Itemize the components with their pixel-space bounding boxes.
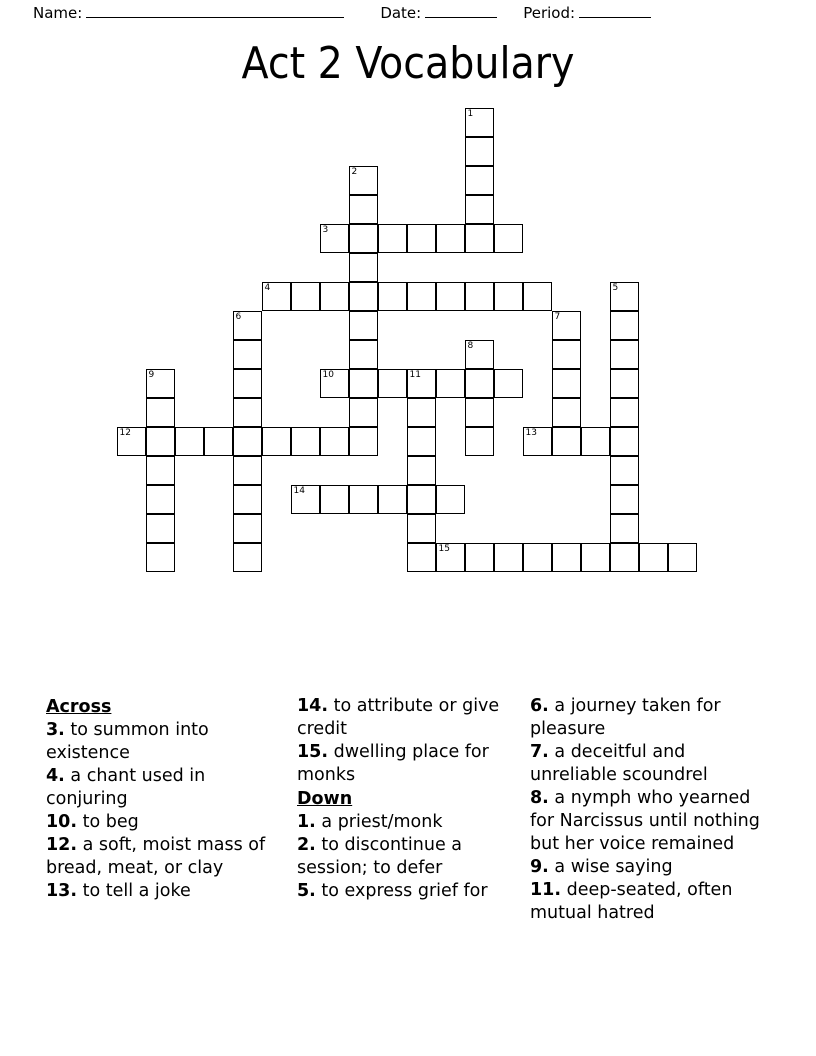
crossword-cell[interactable] [349, 166, 378, 195]
crossword-cell[interactable] [465, 543, 494, 572]
crossword-cell[interactable] [378, 224, 407, 253]
clue-text: a wise saying [554, 857, 673, 877]
crossword-cell[interactable] [494, 369, 523, 398]
crossword-cell[interactable] [552, 543, 581, 572]
cell-number: 6 [235, 312, 242, 322]
clue-text: to discontinue a session; to defer [297, 835, 463, 878]
cell-number: 9 [148, 370, 155, 380]
crossword-cell[interactable] [465, 224, 494, 253]
crossword-cell[interactable] [610, 543, 639, 572]
crossword-cell[interactable] [233, 543, 262, 572]
crossword-cell[interactable] [610, 311, 639, 340]
clue-number: 11. [530, 880, 562, 900]
clue-text: a priest/monk [321, 812, 443, 832]
crossword-cell[interactable] [668, 543, 697, 572]
crossword-cell[interactable] [465, 166, 494, 195]
crossword-cell[interactable] [610, 456, 639, 485]
crossword-cell[interactable] [436, 485, 465, 514]
crossword-cell[interactable] [465, 137, 494, 166]
clue-number: 6. [530, 696, 549, 716]
crossword-cell[interactable] [610, 427, 639, 456]
clue-number: 12. [46, 835, 78, 855]
crossword-cell[interactable] [436, 282, 465, 311]
clue-lists [0, 695, 816, 925]
clue-text: a soft, moist mass of bread, meat, or clay [46, 835, 266, 878]
crossword-cell[interactable] [233, 398, 262, 427]
crossword-cell[interactable] [407, 224, 436, 253]
crossword-cell[interactable] [407, 543, 436, 572]
date-label: Date: [380, 4, 422, 22]
crossword-cell[interactable] [523, 427, 552, 456]
crossword-cell[interactable] [610, 398, 639, 427]
crossword-cell[interactable] [146, 427, 175, 456]
crossword-cell[interactable] [407, 427, 436, 456]
crossword-cell[interactable] [204, 427, 233, 456]
crossword-cell[interactable] [291, 485, 320, 514]
clue-down-9[interactable] [530, 856, 760, 879]
crossword-cell[interactable] [349, 195, 378, 224]
clue-number: 1. [297, 812, 316, 832]
clue-number: 13. [46, 881, 78, 901]
clue-text: deep-seated, often mutual hatred [530, 880, 733, 923]
crossword-cell[interactable] [465, 340, 494, 369]
crossword-cell[interactable] [233, 311, 262, 340]
crossword-cell[interactable] [610, 282, 639, 311]
clue-number: 7. [530, 742, 549, 762]
crossword-cell[interactable] [552, 340, 581, 369]
clue-number: 4. [46, 766, 65, 786]
clue-text: to summon into existence [46, 720, 209, 763]
crossword-cell[interactable] [146, 514, 175, 543]
clue-down-11[interactable] [530, 879, 760, 925]
clue-down-7[interactable] [530, 741, 760, 787]
clue-number: 2. [297, 835, 316, 855]
crossword-cell[interactable] [349, 485, 378, 514]
crossword-cell[interactable] [233, 340, 262, 369]
crossword-cell[interactable] [436, 369, 465, 398]
crossword-cell[interactable] [465, 282, 494, 311]
crossword-cell[interactable] [407, 514, 436, 543]
cell-number: 3 [322, 225, 329, 235]
crossword-cell[interactable] [465, 369, 494, 398]
clue-across-4[interactable] [46, 765, 271, 811]
crossword-cell[interactable] [378, 369, 407, 398]
clue-number: 3. [46, 720, 65, 740]
crossword-cell[interactable] [146, 398, 175, 427]
cell-number: 10 [322, 370, 334, 380]
crossword-cell[interactable] [523, 282, 552, 311]
cell-number: 5 [612, 283, 619, 293]
crossword-cell[interactable] [349, 340, 378, 369]
crossword-cell[interactable] [320, 224, 349, 253]
clue-down-8[interactable] [530, 787, 760, 856]
clue-text: a journey taken for pleasure [530, 696, 721, 739]
cell-number: 4 [264, 283, 271, 293]
crossword-cell[interactable] [349, 398, 378, 427]
crossword-cell[interactable] [581, 543, 610, 572]
crossword-cell[interactable] [233, 427, 262, 456]
crossword-cell[interactable] [465, 108, 494, 137]
crossword-cell[interactable] [378, 485, 407, 514]
crossword-cell[interactable] [349, 253, 378, 282]
clue-down-2[interactable] [297, 834, 512, 880]
crossword-cell[interactable] [117, 427, 146, 456]
crossword-cell[interactable] [320, 485, 349, 514]
crossword-cell[interactable] [233, 456, 262, 485]
crossword-cell[interactable] [523, 543, 552, 572]
clue-across-15[interactable] [297, 741, 512, 787]
clue-down-6[interactable] [530, 695, 760, 741]
crossword-cell[interactable] [465, 398, 494, 427]
clue-across-3[interactable] [46, 719, 271, 765]
clue-number: 8. [530, 788, 549, 808]
crossword-cell[interactable] [407, 398, 436, 427]
clue-number: 9. [530, 857, 549, 877]
crossword-cell[interactable] [233, 514, 262, 543]
clue-text: dwelling place for monks [297, 742, 489, 785]
period-label: Period: [523, 4, 576, 22]
crossword-cell[interactable] [610, 369, 639, 398]
cell-number: 12 [119, 428, 131, 438]
clue-text: a chant used in conjuring [46, 766, 206, 809]
clue-across-14[interactable] [297, 695, 512, 741]
crossword-cell[interactable] [262, 427, 291, 456]
crossword-cell[interactable] [320, 282, 349, 311]
clue-number: 14. [297, 696, 329, 716]
crossword-cell[interactable] [494, 224, 523, 253]
clue-down-1[interactable] [297, 811, 512, 834]
crossword-cell[interactable] [552, 311, 581, 340]
crossword-cell[interactable] [349, 427, 378, 456]
crossword-cell[interactable] [378, 282, 407, 311]
clue-column-2 [297, 695, 512, 903]
crossword-cell[interactable] [320, 427, 349, 456]
crossword-cell[interactable] [494, 543, 523, 572]
crossword-cell[interactable] [291, 427, 320, 456]
clue-number: 15. [297, 742, 329, 762]
clue-text: to beg [82, 812, 139, 832]
crossword-cell[interactable] [349, 311, 378, 340]
crossword-cell[interactable] [407, 456, 436, 485]
crossword-cell[interactable] [639, 543, 668, 572]
clue-text: a nymph who yearned for Narcissus until nothing but her voice remained [530, 788, 760, 854]
crossword-cell[interactable] [146, 369, 175, 398]
crossword-cell[interactable] [175, 427, 204, 456]
crossword-cell[interactable] [407, 282, 436, 311]
crossword-cell[interactable] [552, 369, 581, 398]
across-heading: Across [46, 697, 112, 717]
clue-text: to express grief for [321, 881, 488, 901]
crossword-cell[interactable] [610, 485, 639, 514]
crossword-cell[interactable] [262, 282, 291, 311]
crossword-cell[interactable] [407, 485, 436, 514]
crossword-cell[interactable] [233, 369, 262, 398]
crossword-cell[interactable] [349, 369, 378, 398]
crossword-cell[interactable] [436, 543, 465, 572]
clue-column-1 [46, 695, 271, 903]
name-label: Name: [33, 4, 83, 22]
clue-text: a deceitful and unreliable scoundrel [530, 742, 708, 785]
down-heading: Down [297, 789, 353, 809]
clue-number: 10. [46, 812, 78, 832]
clue-across-12[interactable] [46, 834, 271, 880]
cell-number: 15 [438, 544, 450, 554]
crossword-cell[interactable] [552, 427, 581, 456]
clue-down-5[interactable] [297, 880, 512, 903]
clue-column-3 [530, 695, 760, 925]
cell-number: 7 [554, 312, 561, 322]
cell-number: 8 [467, 341, 474, 351]
crossword-cell[interactable] [407, 369, 436, 398]
page-title: Act 2 Vocabulary [241, 38, 575, 89]
crossword-cell[interactable] [610, 340, 639, 369]
crossword-cell[interactable] [465, 195, 494, 224]
cell-number: 2 [351, 167, 358, 177]
cell-number: 1 [467, 109, 474, 119]
crossword-cell[interactable] [465, 427, 494, 456]
cell-number: 14 [293, 486, 305, 496]
crossword-cell[interactable] [494, 282, 523, 311]
crossword-cell[interactable] [146, 456, 175, 485]
crossword-cell[interactable] [349, 224, 378, 253]
crossword-cell[interactable] [436, 224, 465, 253]
clue-number: 5. [297, 881, 316, 901]
crossword-cell[interactable] [291, 282, 320, 311]
crossword-cell[interactable] [320, 369, 349, 398]
clue-across-13[interactable] [46, 880, 271, 903]
crossword-cell[interactable] [146, 485, 175, 514]
cell-number: 13 [525, 428, 537, 438]
crossword-cell[interactable] [581, 427, 610, 456]
crossword-cell[interactable] [146, 543, 175, 572]
crossword-cell[interactable] [349, 282, 378, 311]
cell-number: 11 [409, 370, 421, 380]
clue-text: to tell a joke [82, 881, 191, 901]
crossword-cell[interactable] [610, 514, 639, 543]
crossword-cell[interactable] [233, 485, 262, 514]
clue-across-10[interactable] [46, 811, 271, 834]
crossword-cell[interactable] [552, 398, 581, 427]
clue-text: to attribute or give credit [297, 696, 500, 739]
